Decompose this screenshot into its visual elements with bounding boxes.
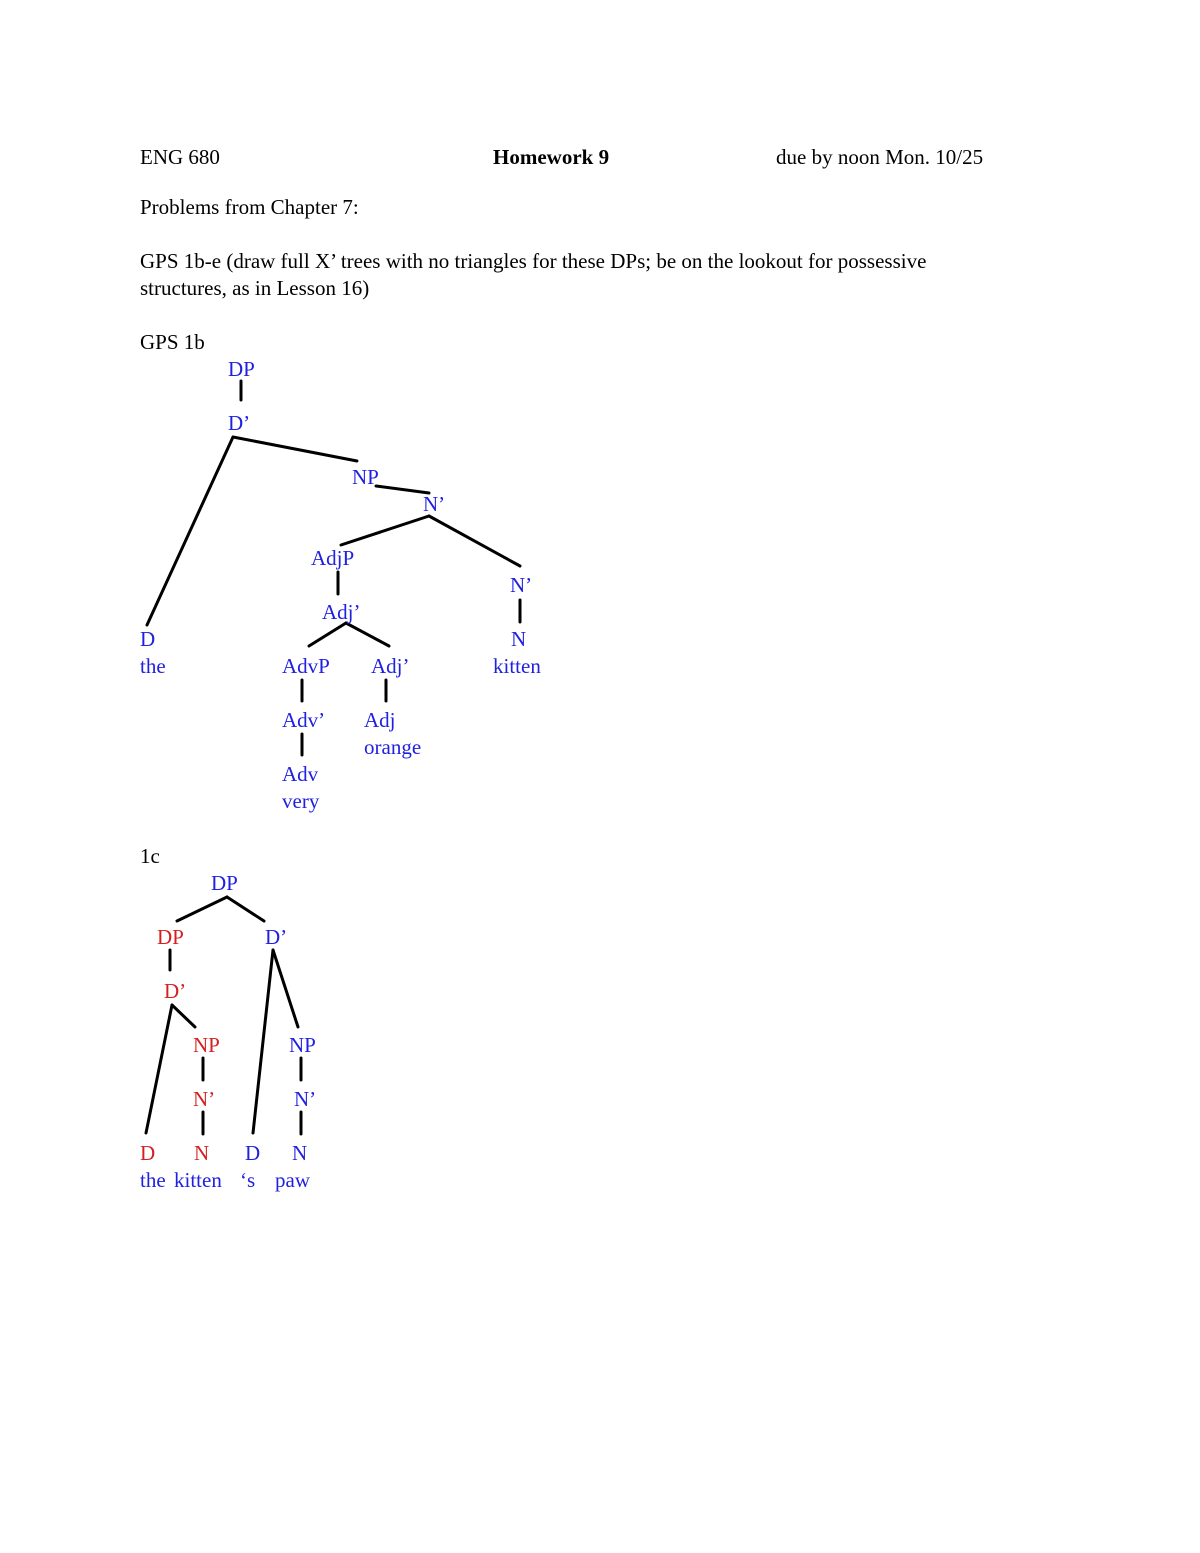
tree-1c-node-d-bar-possessor: D’ (164, 979, 187, 1003)
tree-1b-node-n: N (511, 627, 527, 651)
tree-1c-node-n-bar-possessor: N’ (193, 1087, 216, 1111)
tree-1c-node-dp-root: DP (211, 871, 238, 895)
tree-1b-word-kitten: kitten (493, 654, 541, 678)
tree-1b-node-d: D (140, 627, 156, 651)
tree-1b-node-adv: Adv (282, 762, 319, 786)
tree-1c-node-d-main: D (245, 1141, 261, 1165)
tree-1b-node-adv-bar: Adv’ (282, 708, 326, 732)
tree-1b-word-orange: orange (364, 735, 422, 759)
tree-1b-node-n-bar: N’ (510, 573, 533, 597)
assignment-title: Homework 9 (493, 145, 610, 169)
tree-1c-word-paw: paw (275, 1168, 310, 1192)
tree-1b-node-adjp: AdjP (311, 546, 355, 570)
intro-text: Problems from Chapter 7: (140, 195, 359, 219)
tree-1b-node-dp: DP (228, 357, 255, 381)
tree-1b-node-d-bar: D’ (228, 411, 251, 435)
tree-1c-node-n-bar-main: N’ (294, 1087, 317, 1111)
due-date: due by noon Mon. 10/25 (776, 145, 984, 169)
tree-1c-node-n-main: N (292, 1141, 308, 1165)
tree-1b-node-np: NP (352, 465, 379, 489)
tree-1c-word-kitten: kitten (174, 1168, 222, 1192)
tree-1c-node-np-possessor: NP (193, 1033, 220, 1057)
tree-1b-node-adj-bar: Adj’ (371, 654, 410, 678)
instructions-line-2: structures, as in Lesson 16) (140, 276, 370, 300)
tree-1c-word-s: ‘s (240, 1168, 256, 1192)
tree-1b-word-the: the (140, 654, 166, 678)
tree-1c-node-d-bar-root: D’ (265, 925, 288, 949)
tree-1c-node-d-possessor: D (140, 1141, 156, 1165)
tree-1c-node-dp-possessor: DP (157, 925, 184, 949)
course-code: ENG 680 (140, 145, 220, 169)
tree-1b-node-adj-bar-top: Adj’ (322, 600, 361, 624)
tree-1b-node-advp: AdvP (282, 654, 330, 678)
tree-1b-node-adj: Adj (364, 708, 396, 732)
tree-1c-label: 1c (140, 844, 160, 868)
tree-1c-node-n-possessor: N (194, 1141, 210, 1165)
instructions-line-1: GPS 1b-e (draw full X’ trees with no triangles for these DPs; be on the lookout for possessive (140, 249, 927, 273)
tree-1b-label: GPS 1b (140, 330, 205, 354)
tree-1c-word-the: the (140, 1168, 166, 1192)
tree-1c-node-np-main: NP (289, 1033, 316, 1057)
tree-1b-word-very: very (282, 789, 320, 813)
tree-1b-node-n-bar-top: N’ (423, 492, 446, 516)
